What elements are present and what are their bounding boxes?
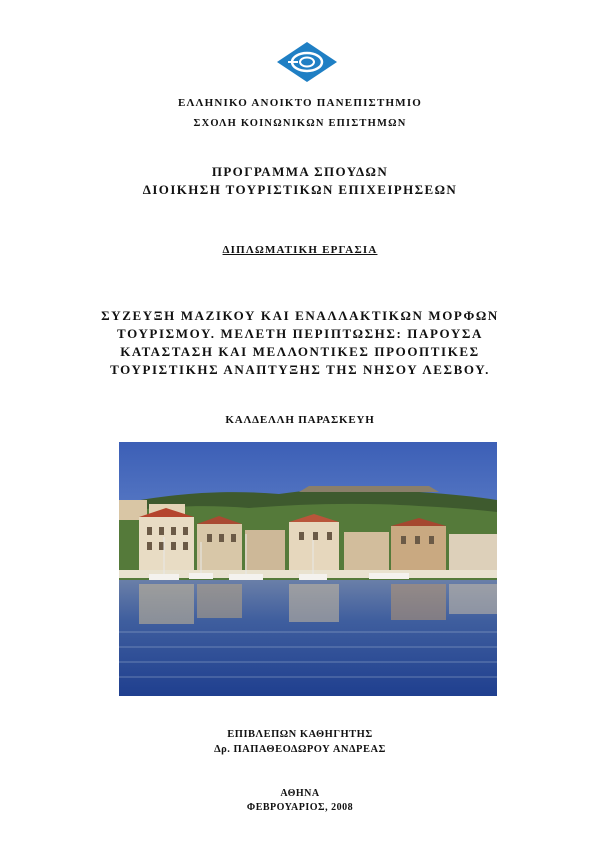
author-name: ΚΑΛΔΕΛΛΗ ΠΑΡΑΣΚΕΥΗ <box>225 414 375 426</box>
supervisor-role: ΕΠΙΒΛΕΠΩΝ ΚΑΘΗΓΗΤΗΣ <box>227 729 373 740</box>
university-name: ΕΛΛΗΝΙΚΟ ΑΝΟΙΚΤΟ ΠΑΝΕΠΙΣΤΗΜΙΟ <box>177 97 423 109</box>
program-line-2: ΔΙΟΙΚΗΣΗ ΤΟΥΡΙΣΤΙΚΩΝ ΕΠΙΧΕΙΡΗΣΕΩΝ <box>142 182 458 197</box>
date: ΦΕΒΡΟΥΑΡΙΟΣ, 2008 <box>246 802 354 813</box>
harbor-photo <box>119 442 497 696</box>
title-line-4: ΤΟΥΡΙΣΤΙΚΗΣ ΑΝΑΠΤΥΞΗΣ ΤΗΣ ΝΗΣΟΥ ΛΕΣΒΟΥ. <box>110 362 490 377</box>
supervisor <box>0 727 600 757</box>
place-and-date <box>0 787 600 815</box>
supervisor-name: Δρ. ΠΑΠΑΘΕΟΔΩΡΟΥ ΑΝΔΡΕΑΣ <box>214 744 386 755</box>
study-program <box>0 163 600 199</box>
school-name: ΣΧΟΛΗ ΚΟΙΝΩΝΙΚΩΝ ΕΠΙΣΤΗΜΩΝ <box>193 118 407 129</box>
university-emblem-icon <box>276 41 338 83</box>
program-line-1: ΠΡΟΓΡΑΜΜΑ ΣΠΟΥΔΩΝ <box>211 164 389 179</box>
title-line-3: ΚΑΤΑΣΤΑΣΗ ΚΑΙ ΜΕΛΛΟΝΤΙΚΕΣ ΠΡΟΟΠΤΙΚΕΣ <box>120 344 480 359</box>
city: ΑΘΗΝΑ <box>280 788 320 799</box>
title-line-2: ΤΟΥΡΙΣΜΟΥ. ΜΕΛΕΤΗ ΠΕΡΙΠΤΩΣΗΣ: ΠΑΡΟΥΣΑ <box>117 326 483 341</box>
thesis-type: ΔΙΠΛΩΜΑΤΙΚΗ ΕΡΓΑΣΙΑ <box>222 244 378 256</box>
thesis-title <box>0 307 600 379</box>
title-line-1: ΣΥΖΕΥΞΗ ΜΑΖΙΚΟΥ ΚΑΙ ΕΝΑΛΛΑΚΤΙΚΩΝ ΜΟΡΦΩΝ <box>101 308 499 323</box>
